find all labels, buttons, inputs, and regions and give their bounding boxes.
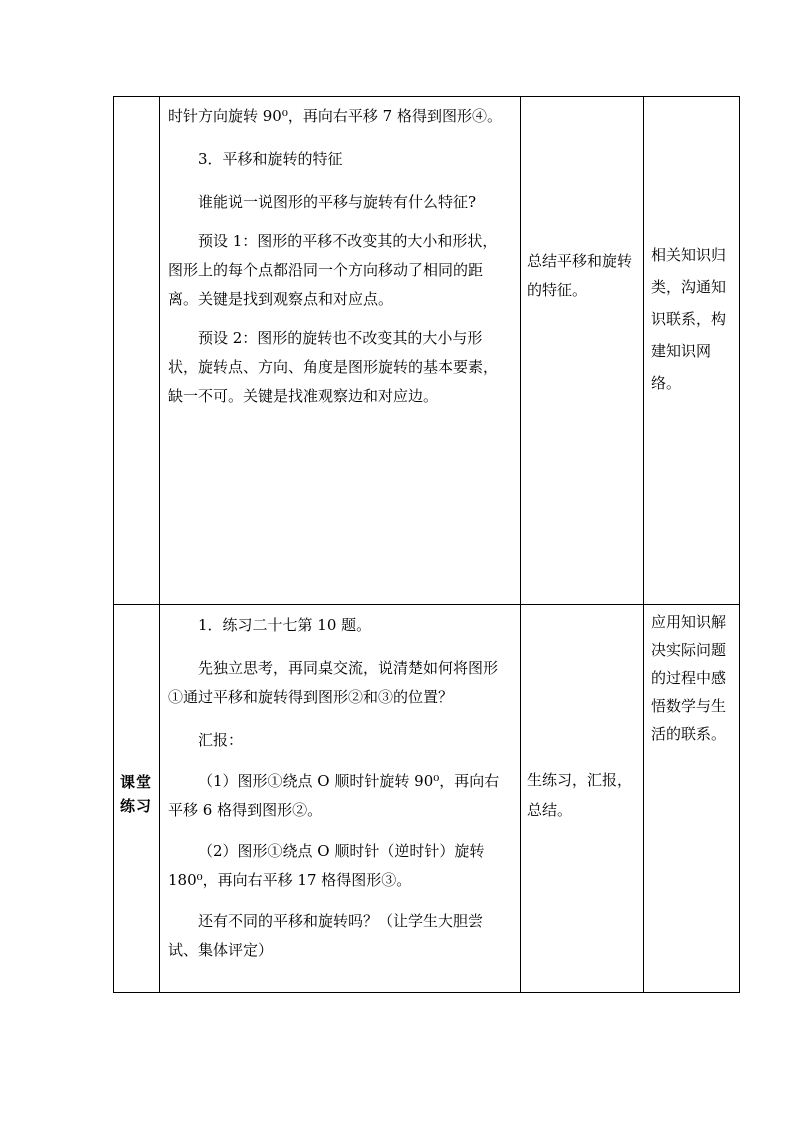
table-right-border: [739, 96, 740, 993]
design-intent-cell: 相关知识归类，沟通知识联系，构建知识网络。: [651, 246, 727, 392]
content-paragraph: 谁能说一说图形的平移与旋转有什么特征?: [198, 193, 477, 211]
table-bottom-border: [113, 992, 740, 993]
table-top-border: [113, 96, 740, 97]
column-divider-1: [159, 96, 160, 993]
content-paragraph: 1．练习二十七第 10 题。: [198, 616, 372, 634]
content-paragraph: 汇报：: [198, 731, 244, 749]
student-activity-cell: 总结平移和旋转的特征。: [527, 252, 633, 299]
content-paragraph: （2）图形①绕点 O 顺时针（逆时针）旋转 180⁰，再向右平移 17 格得图形③。: [168, 842, 485, 889]
content-paragraph: 预设 1：图形的平移不改变其的大小和形状，图形上的每个点都沿同一个方向移动了相同的距离。关键是找到观察点和对应点。: [168, 232, 498, 308]
content-cell: [168, 102, 512, 423]
content-paragraph: 预设 2：图形的旋转也不改变其的大小与形状，旋转点、方向、角度是图形旋转的基本要素，缺一不可。关键是找准观察边和对应边。: [168, 329, 499, 405]
stage-cell: 课堂练习: [119, 773, 152, 815]
student-activity-cell: 生练习，汇报，总结。: [527, 771, 633, 819]
table-left-border: [113, 96, 114, 993]
content-paragraph: （1）图形①绕点 O 顺时针旋转 90⁰，再向右平移 6 格得到图形②。: [168, 772, 500, 819]
column-divider-3: [643, 96, 644, 993]
content-cell: [168, 611, 512, 977]
content-paragraph: 3．平移和旋转的特征: [198, 150, 343, 168]
content-paragraph: 还有不同的平移和旋转吗？（让学生大胆尝试、集体评定）: [168, 912, 484, 959]
row-divider: [113, 604, 740, 605]
column-divider-2: [520, 96, 521, 993]
content-paragraph: 时针方向旋转 90⁰，再向右平移 7 格得到图形④。: [168, 107, 502, 125]
design-intent-cell: 应用知识解决实际问题的过程中感悟数学与生活的联系。: [651, 613, 727, 743]
content-paragraph: 先独立思考，再同桌交流，说清楚如何将图形①通过平移和旋转得到图形②和③的位置？: [168, 659, 499, 706]
